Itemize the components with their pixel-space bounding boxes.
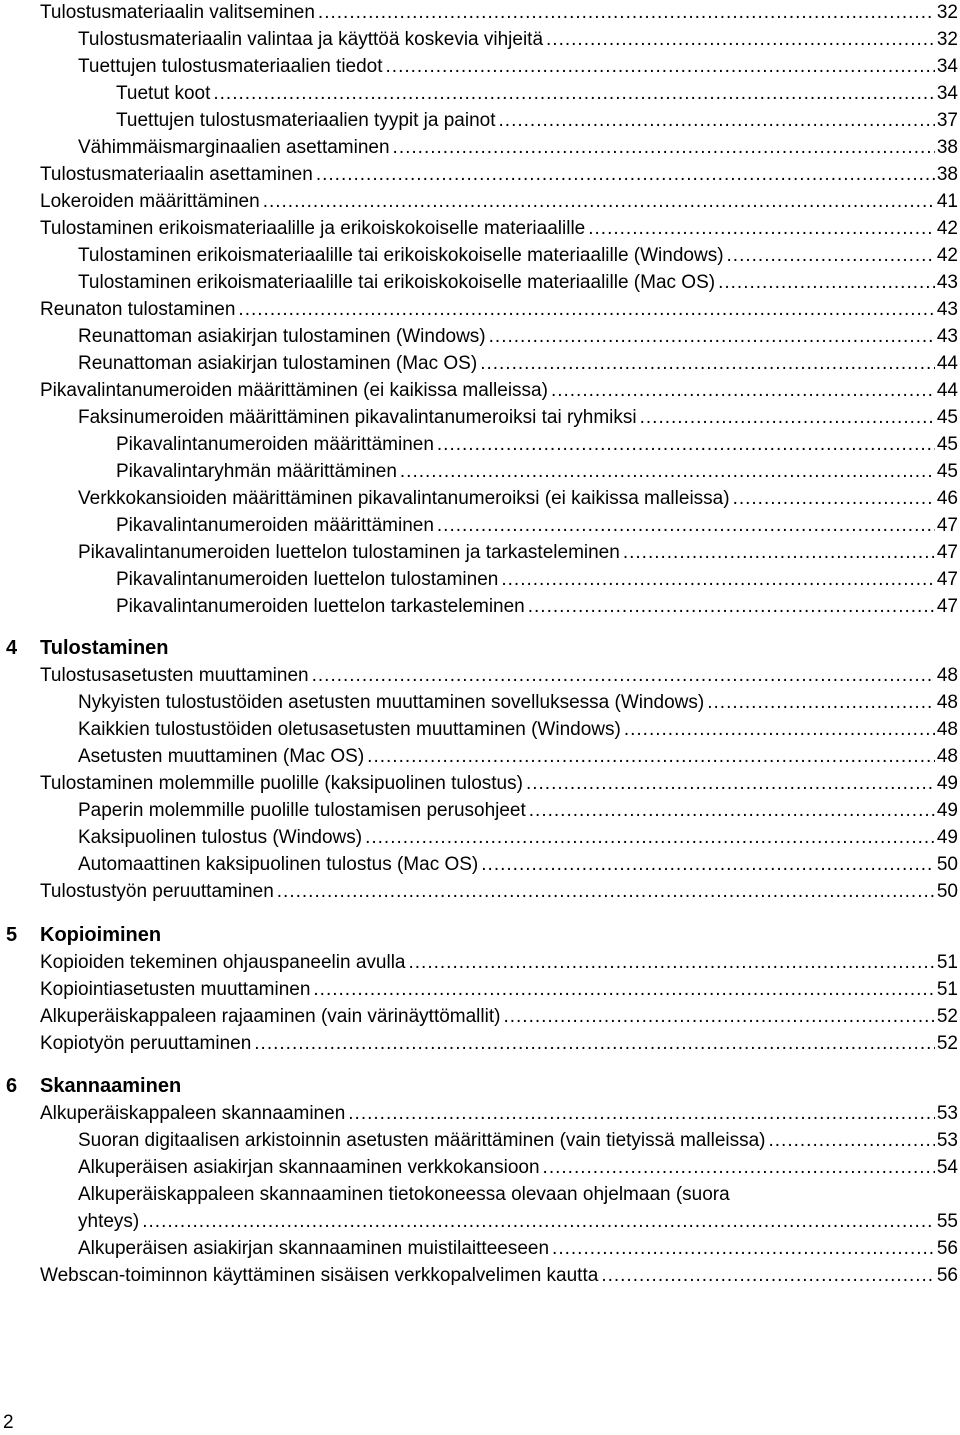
toc-entry-page: 38 [936, 164, 958, 185]
toc-entry[interactable] [78, 1235, 958, 1262]
toc-entry[interactable] [116, 107, 958, 134]
dot-leader [601, 1262, 935, 1289]
toc-entry[interactable] [78, 1127, 958, 1154]
dot-leader [499, 107, 935, 134]
toc-entry-page: 47 [936, 515, 958, 536]
dot-leader [277, 878, 935, 905]
dot-leader [526, 770, 935, 797]
toc-entry-page: 51 [936, 979, 958, 1000]
chapter-title: Skannaaminen [40, 1075, 182, 1097]
toc-entry-page: 32 [936, 29, 958, 50]
toc-entry-title: Alkuperäisen asiakirjan skannaaminen muistilaitteeseen [78, 1238, 550, 1259]
toc-entry-title: Webscan-toiminnon käyttäminen sisäisen verkkopalvelimen kautta [40, 1265, 599, 1286]
toc-entry-page: 43 [936, 272, 958, 293]
dot-leader [437, 512, 935, 539]
toc-entry-page: 52 [936, 1033, 958, 1054]
toc-entry[interactable] [116, 458, 958, 485]
toc-entry[interactable] [78, 797, 958, 824]
toc-entry[interactable] [78, 824, 958, 851]
toc-entry[interactable] [40, 1262, 958, 1289]
toc-entry-page: 38 [936, 137, 958, 158]
toc-entry[interactable] [78, 53, 958, 80]
dot-leader [489, 323, 935, 350]
toc-entry[interactable] [40, 1030, 958, 1057]
dot-leader [400, 458, 935, 485]
toc-entry[interactable] [40, 976, 958, 1003]
toc-entry-title: Kaksipuolinen tulostus (Windows) [78, 827, 363, 848]
dot-leader [254, 1030, 935, 1057]
dot-leader [313, 976, 934, 1003]
dot-leader [367, 743, 935, 770]
toc-entry-title: Tulostaminen erikoismateriaalille tai erikoiskokoiselle materiaalille (Mac OS) [78, 272, 716, 293]
chapter-heading[interactable] [0, 1072, 960, 1100]
toc-entry-page: 50 [936, 881, 958, 902]
chapter-heading[interactable] [0, 634, 960, 662]
toc-entry[interactable] [40, 878, 958, 905]
toc-entry[interactable] [78, 1154, 958, 1181]
toc-entry-page: 47 [936, 569, 958, 590]
toc-entry[interactable] [78, 539, 958, 566]
toc-entry-page: 49 [936, 773, 958, 794]
dot-leader [480, 350, 935, 377]
toc-entry-title: Reunattoman asiakirjan tulostaminen (Mac OS) [78, 353, 478, 374]
toc-entry[interactable] [78, 851, 958, 878]
dot-leader [348, 1100, 935, 1127]
toc-entry-page: 53 [936, 1103, 958, 1124]
toc-entry[interactable] [40, 662, 958, 689]
dot-leader [316, 161, 935, 188]
toc-entry-title: Tulostusmateriaalin valitseminen [40, 2, 315, 23]
toc-entry[interactable] [40, 296, 958, 323]
toc-entry-page: 41 [936, 191, 958, 212]
chapter-number: 6 [6, 1075, 18, 1097]
toc-entry-title: Faksinumeroiden määrittäminen pikavalintanumeroiksi tai ryhmiksi [78, 407, 637, 428]
dot-leader [529, 797, 935, 824]
dot-leader [623, 539, 935, 566]
dot-leader [503, 1003, 934, 1030]
toc-entry-title: Tulostusmateriaalin asettaminen [40, 164, 313, 185]
chapter-title: Kopioiminen [40, 924, 162, 946]
toc-entry-title: Reunattoman asiakirjan tulostaminen (Windows) [78, 326, 486, 347]
toc-entry-page: 44 [936, 380, 958, 401]
toc-entry-title: Alkuperäiskappaleen rajaaminen (vain värinäyttömallit) [40, 1006, 501, 1027]
chapter-number: 5 [6, 924, 18, 946]
toc-entry-page: 47 [936, 596, 958, 617]
toc-entry-page: 49 [936, 827, 958, 848]
toc-entry[interactable] [78, 350, 958, 377]
toc-entry-page: 51 [936, 952, 958, 973]
toc-entry-page: 44 [936, 353, 958, 374]
toc-entry[interactable] [116, 80, 958, 107]
page-number: 2 [3, 1412, 14, 1433]
toc-entry[interactable] [40, 188, 958, 215]
toc-entry-page: 53 [936, 1130, 958, 1151]
dot-leader [551, 377, 935, 404]
toc-entry-page: 34 [936, 83, 958, 104]
toc-entry-title: Asetusten muuttaminen (Mac OS) [78, 746, 365, 767]
toc-entry-page: 50 [936, 854, 958, 875]
toc-entry[interactable] [116, 431, 958, 458]
toc-entry-title: Tuetut koot [116, 83, 211, 104]
toc-entry-page: 56 [936, 1238, 958, 1259]
dot-leader [238, 296, 934, 323]
toc-entry-title: Tulostaminen erikoismateriaalille ja erikoiskokoiselle materiaalille [40, 218, 586, 239]
toc-entry[interactable] [116, 593, 958, 620]
toc-entry-page: 45 [936, 434, 958, 455]
toc-entry-title: Suoran digitaalisen arkistoinnin asetusten määrittäminen (vain tietyissä malleissa) [78, 1130, 766, 1151]
toc-entry-title: Tuettujen tulostusmateriaalien tiedot [78, 56, 383, 77]
toc-entry-page: 52 [936, 1006, 958, 1027]
toc-entry-page: 42 [936, 218, 958, 239]
toc-entry[interactable] [40, 1100, 958, 1127]
toc-entry-title: Kaikkien tulostustöiden oletusasetusten muuttaminen (Windows) [78, 719, 621, 740]
toc-entry-page: 45 [936, 407, 958, 428]
dot-leader [393, 134, 935, 161]
dot-leader [727, 242, 935, 269]
toc-entry[interactable] [78, 716, 958, 743]
toc-entry-title: Paperin molemmille puolille tulostamisen perusohjeet [78, 800, 526, 821]
toc-entry-page: 34 [936, 56, 958, 77]
toc-entry-page: 32 [936, 2, 958, 23]
toc-entry-page: 45 [936, 461, 958, 482]
toc-entry-title: Kopiotyön peruuttaminen [40, 1033, 252, 1054]
toc-entry-page: 48 [936, 719, 958, 740]
toc-entry[interactable] [78, 404, 958, 431]
dot-leader [543, 1154, 935, 1181]
chapter-number: 4 [6, 637, 18, 659]
toc-entry-page: 55 [936, 1211, 958, 1232]
toc-entry-title: Pikavalintanumeroiden määrittäminen [116, 515, 434, 536]
dot-leader [546, 26, 935, 53]
chapter-title: Tulostaminen [40, 637, 169, 659]
toc-entry[interactable] [78, 134, 958, 161]
dot-leader [318, 0, 935, 26]
toc-entry-page: 48 [936, 746, 958, 767]
toc-entry[interactable] [78, 485, 958, 512]
toc-entry-title: Kopiointiasetusten muuttaminen [40, 979, 311, 1000]
toc-entry[interactable] [116, 566, 958, 593]
dot-leader [588, 215, 935, 242]
toc-entry[interactable] [40, 770, 958, 797]
toc-entry-page: 47 [936, 542, 958, 563]
toc-entry-page: 54 [936, 1157, 958, 1178]
toc-entry[interactable] [78, 26, 958, 53]
dot-leader [263, 188, 935, 215]
dot-leader [733, 485, 935, 512]
toc-entry-title: Tulostustyön peruuttaminen [40, 881, 274, 902]
dot-leader [365, 824, 935, 851]
toc-entry-page: 42 [936, 245, 958, 266]
toc-entry-title: Tulostaminen erikoismateriaalille tai erikoiskokoiselle materiaalille (Windows) [78, 245, 724, 266]
toc-entry-title: Pikavalintanumeroiden luettelon tulostaminen [116, 569, 499, 590]
toc-entry-page: 48 [936, 692, 958, 713]
toc-entry-title: Lokeroiden määrittäminen [40, 191, 260, 212]
toc-entry[interactable] [40, 377, 958, 404]
toc-entry-title: Automaattinen kaksipuolinen tulostus (Mac OS) [78, 854, 479, 875]
dot-leader [213, 80, 935, 107]
toc-entry[interactable] [78, 269, 958, 296]
toc-entry[interactable] [78, 323, 958, 350]
toc-entry[interactable] [40, 1003, 958, 1030]
toc-entry-page: 43 [936, 326, 958, 347]
toc-entry-title: Pikavalintanumeroiden määrittäminen (ei kaikissa malleissa) [40, 380, 548, 401]
toc-entry-title: Nykyisten tulostustöiden asetusten muuttaminen sovelluksessa (Windows) [78, 692, 705, 713]
dot-leader [409, 949, 935, 976]
toc-entry-page: 49 [936, 800, 958, 821]
toc-entry-title: Tulostusmateriaalin valintaa ja käyttöä koskevia vihjeitä [78, 29, 544, 50]
toc-entry-title-line: Alkuperäiskappaleen skannaaminen tietokoneessa olevaan ohjelmaan (suora [78, 1184, 730, 1205]
dot-leader [552, 1235, 935, 1262]
toc-entry-title: Pikavalintanumeroiden määrittäminen [116, 434, 434, 455]
chapter-heading[interactable] [0, 921, 960, 949]
toc-entry[interactable] [78, 689, 958, 716]
toc-entry[interactable] [40, 0, 958, 26]
dot-leader [142, 1208, 935, 1235]
toc-entry-title: Alkuperäisen asiakirjan skannaaminen verkkokansioon [78, 1157, 540, 1178]
dot-leader [501, 566, 935, 593]
toc-entry-page: 37 [936, 110, 958, 131]
dot-leader [481, 851, 935, 878]
toc-entry[interactable] [78, 1208, 958, 1235]
toc-entry[interactable] [78, 242, 958, 269]
toc-entry[interactable] [40, 215, 958, 242]
toc-entry-title: Verkkokansioiden määrittäminen pikavalintanumeroiksi (ei kaikissa malleissa) [78, 488, 730, 509]
dot-leader [528, 593, 935, 620]
toc-entry[interactable] [78, 743, 958, 770]
toc-entry-page: 48 [936, 665, 958, 686]
toc-entry-page: 56 [936, 1265, 958, 1286]
dot-leader [437, 431, 935, 458]
dot-leader [624, 716, 935, 743]
toc-entry[interactable] [40, 161, 958, 188]
toc-entry-title: Pikavalintaryhmän määrittäminen [116, 461, 397, 482]
toc-entry-title: yhteys) [78, 1211, 140, 1232]
toc-entry[interactable] [116, 512, 958, 539]
dot-leader [640, 404, 935, 431]
toc-entry-page: 46 [936, 488, 958, 509]
dot-leader [718, 269, 935, 296]
dot-leader [707, 689, 935, 716]
toc-entry[interactable] [40, 949, 958, 976]
toc-entry-title: Tulostusasetusten muuttaminen [40, 665, 309, 686]
toc-entry-title: Vähimmäismarginaalien asettaminen [78, 137, 390, 158]
toc-entry-title: Tuettujen tulostusmateriaalien tyypit ja painot [116, 110, 496, 131]
toc-entry-title: Reunaton tulostaminen [40, 299, 236, 320]
toc-entry-title: Kopioiden tekeminen ohjauspaneelin avulla [40, 952, 406, 973]
dot-leader [312, 662, 935, 689]
toc-entry-title: Tulostaminen molemmille puolille (kaksipuolinen tulostus) [40, 773, 523, 794]
toc-entry-page: 43 [936, 299, 958, 320]
dot-leader [386, 53, 935, 80]
toc-entry-title: Pikavalintanumeroiden luettelon tulostaminen ja tarkasteleminen [78, 542, 620, 563]
toc-entry-title: Alkuperäiskappaleen skannaaminen [40, 1103, 346, 1124]
dot-leader [769, 1127, 935, 1154]
toc-entry-title: Pikavalintanumeroiden luettelon tarkasteleminen [116, 596, 525, 617]
